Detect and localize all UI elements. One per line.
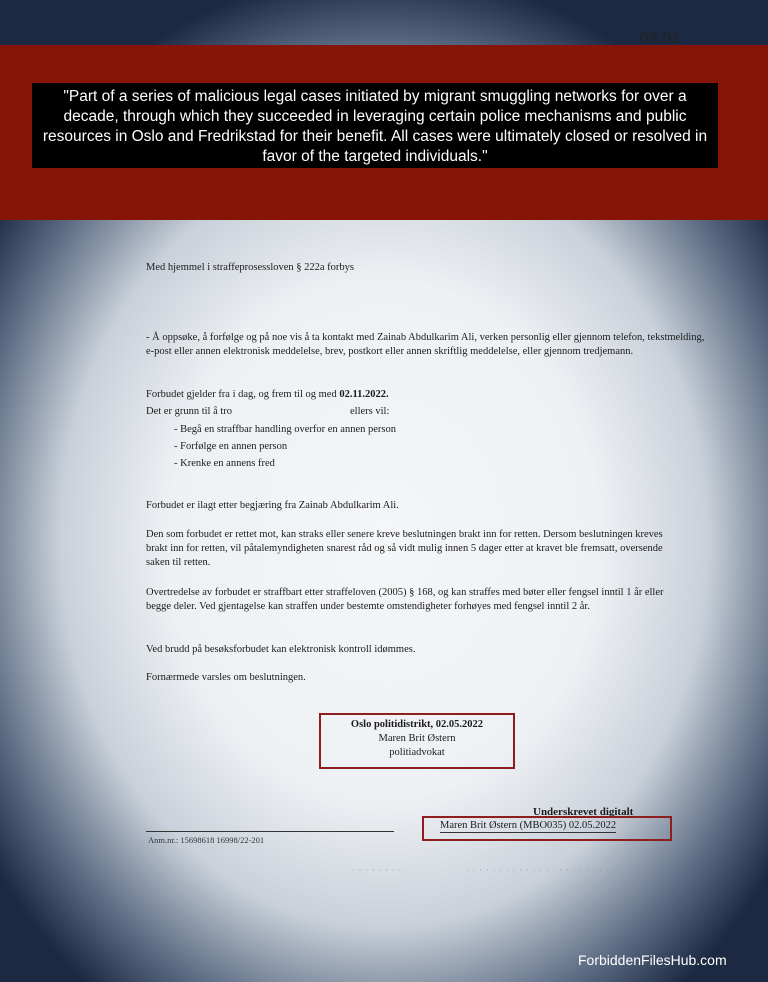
grounds-prefix: Det er grunn til å tro: [146, 406, 233, 417]
legal-basis-text: Med hjemmel i straffeprosessloven § 222a forbys: [146, 261, 355, 273]
grounds-section: [146, 405, 546, 472]
signature-line: [146, 831, 394, 832]
faded-footer-text: · · · · ·: [104, 866, 135, 875]
prohibition-paragraph: - Å oppsøke, å forfølge og på noe vis å ta kontakt med Zainab Abdulkarim Ali, verken personlig eller gjennom telefon, tekstmelding, e-post eller annen elektronisk meddelelse, brev, postkort eller annen skriftlig meddelelse, eller gjennom tredjemann.: [146, 331, 705, 357]
notice-paragraph: Fornærmede varsles om beslutningen.: [146, 671, 306, 683]
issuer-title: politiadvokat: [389, 747, 445, 758]
faded-footer-text: · · · · · · · ·: [352, 866, 403, 875]
validity-period: [146, 388, 389, 402]
grounds-list-item: - Krenke en annens fred: [174, 458, 275, 469]
grounds-list-item: - Forfølge en annen person: [174, 441, 288, 452]
issuer-name: Maren Brit Østern: [378, 733, 456, 744]
document-number: 03.01: [640, 30, 681, 47]
request-paragraph: Forbudet er ilagt etter begjæring fra Zainab Abdulkarim Ali.: [146, 499, 399, 511]
review-paragraph: Den som forbudet er rettet mot, kan straks eller senere kreve beslutningen brakt inn for retten. Dersom beslutningen kreves brakt inn for retten, vil påtalemyndigheten snarest råd og så vidt mulig innen 5 dager etter at kravet ble fremsatt, oversende saken til retten.: [146, 528, 663, 568]
electronic-control-paragraph: Ved brudd på besøksforbudet kan elektronisk kontroll idømmes.: [146, 643, 416, 655]
case-reference: Anm.nr.: 15698618 16998/22-201: [148, 835, 265, 845]
grounds-list-item: - Begå en straffbar handling overfor en annen person: [174, 424, 396, 435]
breach-paragraph: Overtredelse av forbudet er straffbart etter straffeloven (2005) § 168, og kan straffes med bøter eller fengsel inntil 1 år eller begge deler. Ved gjentagelse kan straffen under bestemte omstendigheter forhøyes med fengsel inntil 2 år.: [146, 586, 664, 612]
grounds-intro: [146, 405, 546, 419]
grounds-list: [174, 421, 546, 472]
watermark-site: ForbiddenFilesHub.com: [578, 952, 727, 968]
faded-footer-text: · · · · · · · · · · · · · · · · · · · · · · · ·: [466, 866, 623, 875]
issuer-stamp-box: [319, 713, 515, 769]
signed-digitally-label: Underskrevet digitalt: [533, 806, 634, 818]
issuer-office: Oslo politidistrikt, 02.05.2022: [350, 719, 484, 730]
grounds-suffix: ellers vil:: [350, 406, 390, 417]
digital-signature: Maren Brit Østern (MBO035) 02.05.2022: [440, 820, 617, 831]
validity-end-date: 02.11.2022.: [339, 388, 389, 400]
quote-box: "Part of a series of malicious legal cases initiated by migrant smuggling networks for over a decade, through which they succeeded in leveraging certain police mechanisms and public resources in Oslo and Fredrikstad for their benefit. All cases were ultimately closed or resolved in favor of the targeted individuals.": [32, 83, 718, 168]
validity-prefix: Forbudet gjelder fra i dag, og frem til og med: [146, 388, 340, 400]
